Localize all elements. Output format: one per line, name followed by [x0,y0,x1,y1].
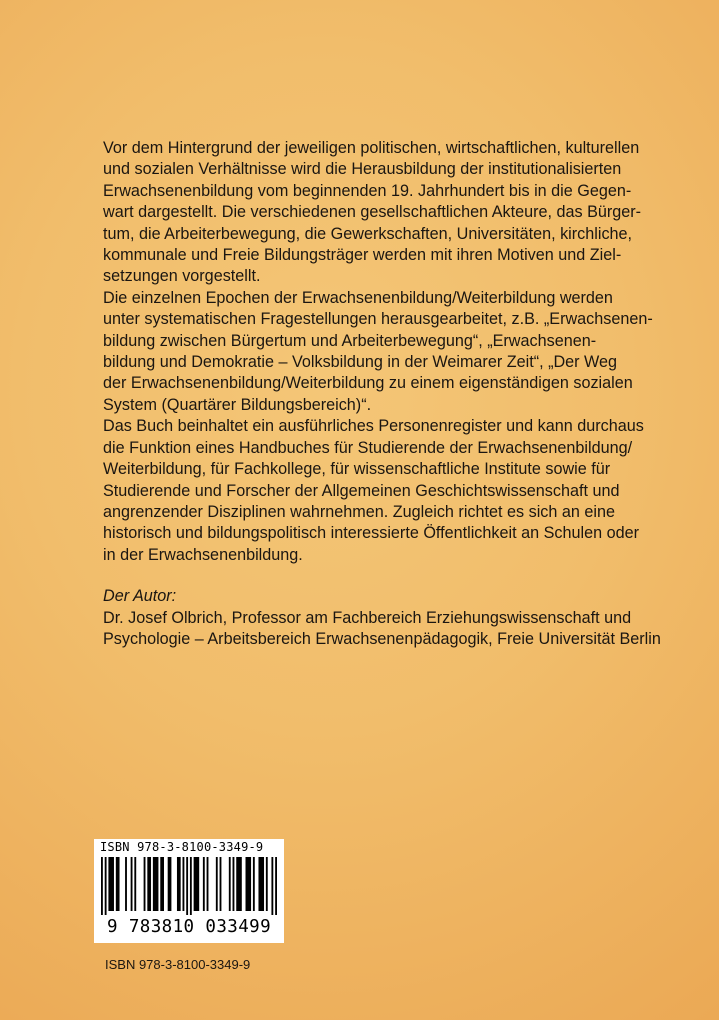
barcode-digits: 9 783810 033499 [106,917,272,937]
author-heading: Der Autor: [103,587,177,606]
barcode-bar [266,857,268,911]
barcode-bar [216,857,218,911]
blurb-text [103,138,663,650]
barcode-bar [275,857,277,915]
barcode-bar [125,857,127,911]
barcode-bar [108,857,114,911]
barcode-bar [105,857,107,915]
barcode-bar [116,857,120,911]
barcode-bar [144,857,146,911]
isbn-text: ISBN 978-3-8100-3349-9 [105,957,251,972]
barcode-bar [246,857,252,911]
barcode [94,839,284,943]
author-description: Dr. Josef Olbrich, Professor am Fachbereich Erziehungswissenschaft und Psychologie – Arbeitsbereich Erwachsenenpädagogik, Freie Universität Berlin [103,608,661,648]
barcode-bar [271,857,273,915]
barcode-bar [153,857,159,911]
barcode-bar [183,857,185,911]
blurb-paragraph-3: Das Buch beinhaltet ein ausführliches Personenregister und kann durchaus die Funktion eines Handbuches für Studierende der Erwachsenenbildung/ Weiterbildung, für Fachkollege, für wissenschaftliche Institute sowie für Studierende und Forscher der Allgemeinen Geschichtswissenschaft und angrenzender Disziplinen wahrnehmen. Zugleich richtet es sich an eine historisch und bildungspolitisch interessierte Öffentlichkeit an Schulen oder in der Erwachsenenbildung. [103,417,644,564]
barcode-isbn-label: ISBN 978-3-8100-3349-9 [100,840,264,854]
barcode-bar [203,857,205,911]
barcode-bar [207,857,209,911]
barcode-bar [134,857,136,911]
barcode-bar [177,857,181,911]
barcode-bar [233,857,235,911]
barcode-bar [194,857,200,911]
barcode-bars [101,857,277,915]
barcode-bar [190,857,192,915]
barcode-bar [160,857,164,911]
barcode-bar [236,857,242,911]
blurb-paragraph-1: Vor dem Hintergrund der jeweiligen politischen, wirtschaftlichen, kulturellen und sozialen Verhältnisse wird die Herausbildung der institutionalisierten Erwachsenenbildung vom beginnenden 19. Jahrhundert bis in die Gegen- wart dargestellt. Die verschiedenen gesellschaftlichen Akteure, das Bürger- tum, die Arbeiterbewegung, die Gewerkschaften, Universitäten, kirchliche, kommunale und Freie Bildungsträger werden mit ihren Motiven und Ziel- setzungen vorgestellt. [103,139,642,286]
barcode-bar [258,857,264,911]
barcode-bar [253,857,255,911]
barcode-bar [186,857,188,915]
barcode-bar [101,857,103,915]
barcode-bar [229,857,231,911]
barcode-bar [131,857,133,911]
barcode-bar [147,857,151,911]
barcode-bar [220,857,222,911]
barcode-bar [168,857,172,911]
blurb-paragraph-2: Die einzelnen Epochen der Erwachsenenbildung/Weiterbildung werden unter systematischen Fragestellungen herausgearbeitet, z.B. „Erwachsenen- bildung zwischen Bürgertum und Arbeiterbewegung“, „Erwachsenen- bildung und Demokratie – Volksbildung in der Weimarer Zeit“, „Der Weg der Erwachsenenbildung/Weiterbildung zu einem eigenständigen sozialen System (Quartärer Bildungsbereich)“. [103,288,653,414]
